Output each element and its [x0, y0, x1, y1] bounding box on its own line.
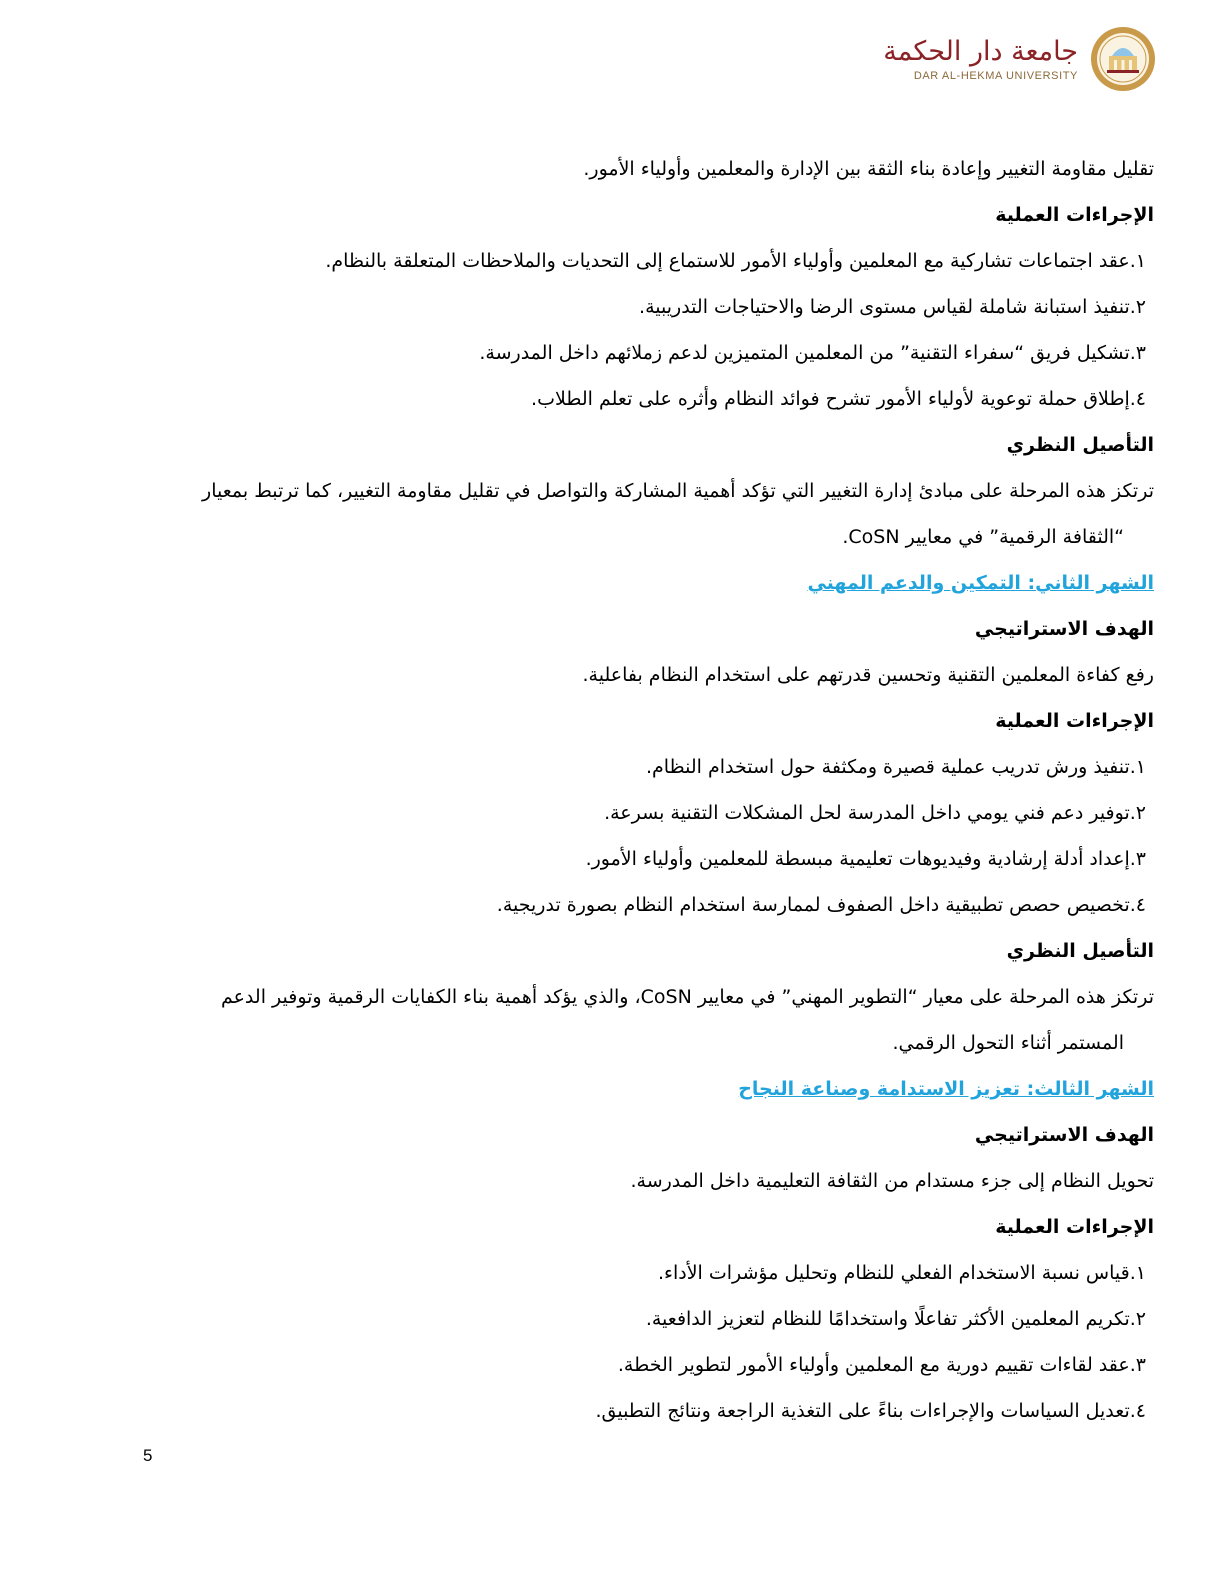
list-item: ٣.إعداد أدلة إرشادية وفيديوهات تعليمية مبسطة للمعلمين وأولياء الأمور.: [585, 848, 1146, 870]
paragraph-continuation: “الثقافة الرقمية” في معايير CoSN.: [842, 526, 1124, 548]
list-item: ١.عقد اجتماعات تشاركية مع المعلمين وأولياء الأمور للاستماع إلى التحديات والملاحظات المتعلقة بالنظام.: [325, 250, 1146, 272]
section-heading: الإجراءات العملية: [995, 204, 1154, 226]
list-item: ٢.تكريم المعلمين الأكثر تفاعلًا واستخدامًا للنظام لتعزيز الدافعية.: [645, 1308, 1146, 1330]
paragraph: ترتكز هذه المرحلة على مبادئ إدارة التغيير التي تؤكد أهمية المشاركة والتواصل في تقليل مقاومة التغيير، كما ترتبط بمعيار: [202, 480, 1154, 502]
month-two-link[interactable]: الشهر الثاني: التمكين والدعم المهني: [807, 572, 1154, 594]
page-number: 5: [143, 1446, 153, 1465]
month-three-link[interactable]: الشهر الثالث: تعزيز الاستدامة وصناعة النجاح: [738, 1078, 1154, 1100]
list-item: ٣.عقد لقاءات تقييم دورية مع المعلمين وأولياء الأمور لتطوير الخطة.: [617, 1354, 1146, 1376]
list-item: ٤.تعديل السياسات والإجراءات بناءً على التغذية الراجعة ونتائج التطبيق.: [595, 1400, 1146, 1422]
section-heading: الإجراءات العملية: [995, 1216, 1154, 1238]
list-item: ٢.توفير دعم فني يومي داخل المدرسة لحل المشكلات التقنية بسرعة.: [604, 802, 1146, 824]
university-header: [883, 26, 1156, 92]
list-item: ٣.تشكيل فريق “سفراء التقنية” من المعلمين المتميزين لدعم زملائهم داخل المدرسة.: [479, 342, 1146, 364]
list-item: ١.تنفيذ ورش تدريب عملية قصيرة ومكثفة حول استخدام النظام.: [645, 756, 1146, 778]
list-item: ٤.تخصيص حصص تطبيقية داخل الصفوف لممارسة استخدام النظام بصورة تدريجية.: [496, 894, 1146, 916]
list-item: ٤.إطلاق حملة توعوية لأولياء الأمور تشرح فوائد النظام وأثره على تعلم الطلاب.: [531, 388, 1146, 410]
university-wordmark: [883, 35, 1078, 83]
document-body: [94, 146, 1154, 1434]
section-heading: التأصيل النظري: [1006, 940, 1154, 962]
list-item: ١.قياس نسبة الاستخدام الفعلي للنظام وتحليل مؤشرات الأداء.: [658, 1262, 1146, 1284]
section-heading: التأصيل النظري: [1006, 434, 1154, 456]
section-heading: الهدف الاستراتيجي: [974, 618, 1154, 640]
section-heading: الإجراءات العملية: [995, 710, 1154, 732]
paragraph: ترتكز هذه المرحلة على معيار “التطوير المهني” في معايير CoSN، والذي يؤكد أهمية بناء الكفايات الرقمية وتوفير الدعم: [220, 986, 1154, 1008]
university-seal-icon: [1090, 26, 1156, 92]
logo-arabic-text: جامعة دار الحكمة: [883, 36, 1078, 67]
paragraph-continuation: المستمر أثناء التحول الرقمي.: [892, 1032, 1124, 1054]
paragraph: تقليل مقاومة التغيير وإعادة بناء الثقة بين الإدارة والمعلمين وأولياء الأمور.: [583, 158, 1154, 180]
paragraph: رفع كفاءة المعلمين التقنية وتحسين قدرتهم على استخدام النظام بفاعلية.: [582, 664, 1154, 686]
list-item: ٢.تنفيذ استبانة شاملة لقياس مستوى الرضا والاحتياجات التدريبية.: [639, 296, 1146, 318]
paragraph: تحويل النظام إلى جزء مستدام من الثقافة التعليمية داخل المدرسة.: [630, 1170, 1154, 1192]
logo-english-text: DAR AL-HEKMA UNIVERSITY: [913, 70, 1078, 82]
section-heading: الهدف الاستراتيجي: [974, 1124, 1154, 1146]
